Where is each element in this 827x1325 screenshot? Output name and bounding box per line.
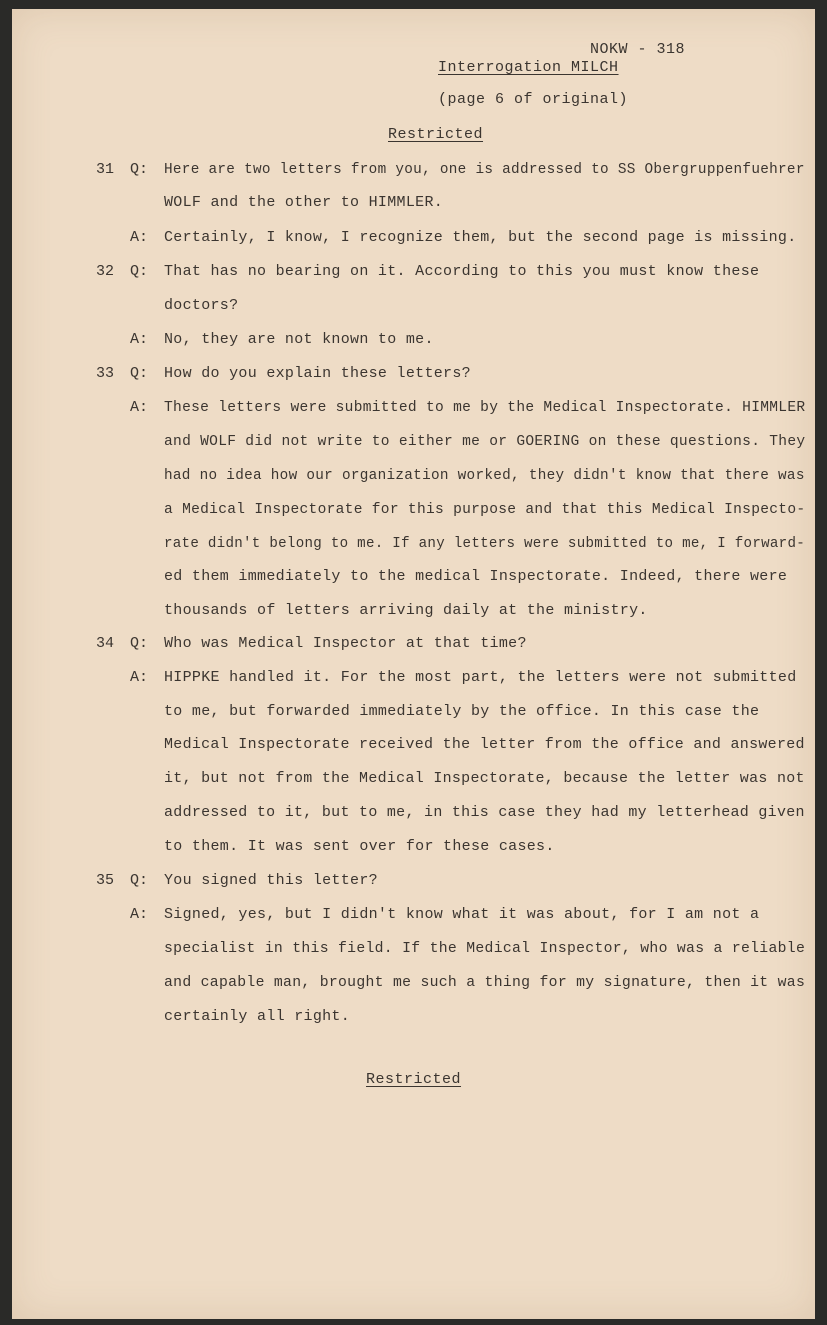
a-tag: A: xyxy=(130,229,149,246)
question-number: 32 xyxy=(96,263,115,280)
answer-line: had no idea how our organization worked, they didn't know that there was xyxy=(164,467,805,484)
question-number: 35 xyxy=(96,872,115,889)
q-tag: Q: xyxy=(130,872,149,889)
a-tag: A: xyxy=(130,906,149,923)
answer-line: thousands of letters arriving daily at the ministry. xyxy=(164,602,648,619)
classification-top: Restricted xyxy=(388,126,484,143)
answer-line: No, they are not known to me. xyxy=(164,331,434,348)
answer-line: to me, but forwarded immediately by the office. In this case the xyxy=(164,703,760,720)
question-line: You signed this letter? xyxy=(164,872,378,889)
document-title: Interrogation MILCH xyxy=(438,59,619,76)
question-number: 33 xyxy=(96,365,115,382)
a-tag: A: xyxy=(130,669,149,686)
answer-line: and capable man, brought me such a thing for my signature, then it was xyxy=(164,974,806,991)
answer-line: These letters were submitted to me by the Medical Inspectorate. HIMMLER xyxy=(164,399,806,416)
q-tag: Q: xyxy=(130,161,149,178)
answer-line: certainly all right. xyxy=(164,1008,351,1025)
classification-bottom: Restricted xyxy=(366,1071,462,1088)
answer-line: it, but not from the Medical Inspectorate, because the letter was not xyxy=(164,770,805,787)
question-line: That has no bearing on it. According to this you must know these xyxy=(164,263,760,280)
question-line: How do you explain these letters? xyxy=(164,365,471,382)
question-line: WOLF and the other to HIMMLER. xyxy=(164,194,444,211)
answer-line: ed them immediately to the medical Inspectorate. Indeed, there were xyxy=(164,568,788,585)
question-line: Here are two letters from you, one is addressed to SS Obergruppenfuehrer xyxy=(164,161,805,178)
answer-line: and WOLF did not write to either me or GOERING on these questions. They xyxy=(164,433,806,450)
question-number: 31 xyxy=(96,161,115,178)
answer-line: Certainly, I know, I recognize them, but the second page is missing. xyxy=(164,229,797,246)
answer-line: a Medical Inspectorate for this purpose and that this Medical Inspecto- xyxy=(164,501,806,518)
document-number: NOKW - 318 xyxy=(590,41,686,58)
answer-line: rate didn't belong to me. If any letters were submitted to me, I forward- xyxy=(164,535,806,552)
question-line: doctors? xyxy=(164,297,239,314)
answer-line: Signed, yes, but I didn't know what it was about, for I am not a xyxy=(164,906,760,923)
a-tag: A: xyxy=(130,331,149,348)
document-page xyxy=(12,9,815,1319)
answer-line: addressed to it, but to me, in this case they had my letterhead given xyxy=(164,804,805,821)
a-tag: A: xyxy=(130,399,149,416)
answer-line: Medical Inspectorate received the letter from the office and answered xyxy=(164,736,805,753)
question-number: 34 xyxy=(96,635,115,652)
q-tag: Q: xyxy=(130,263,149,280)
q-tag: Q: xyxy=(130,365,149,382)
answer-line: specialist in this field. If the Medical Inspector, who was a reliable xyxy=(164,940,806,957)
question-line: Who was Medical Inspector at that time? xyxy=(164,635,527,652)
q-tag: Q: xyxy=(130,635,149,652)
answer-line: to them. It was sent over for these cases. xyxy=(164,838,555,855)
document-subtitle: (page 6 of original) xyxy=(438,91,629,108)
answer-line: HIPPKE handled it. For the most part, the letters were not submitted xyxy=(164,669,797,686)
